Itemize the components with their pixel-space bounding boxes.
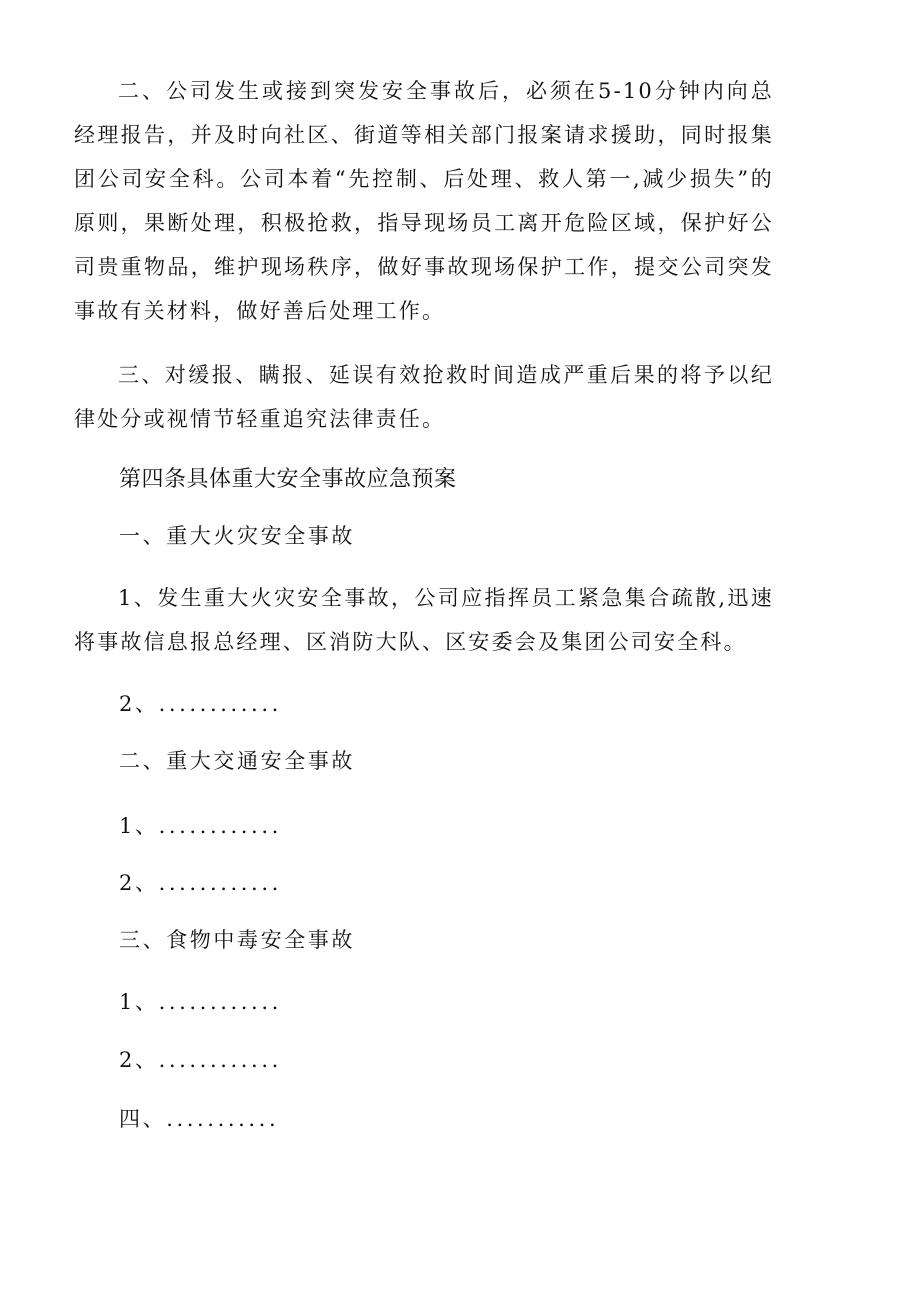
fire-accident-title: 一、重大火灾安全事故	[119, 524, 355, 548]
item-number: 四、	[119, 1107, 167, 1131]
ellipsis-placeholder: ............	[158, 814, 282, 838]
ellipsis-placeholder: ............	[158, 692, 282, 716]
section-four-line	[119, 1104, 279, 1134]
item-number: 2、	[119, 692, 159, 716]
ellipsis-placeholder: ............	[158, 990, 282, 1014]
food-poisoning-title: 三、食物中毒安全事故	[119, 928, 355, 952]
ellipsis-placeholder: ...........	[166, 1107, 280, 1131]
item-number: 1、	[119, 990, 159, 1014]
paragraph-report-procedure: 二、公司发生或接到突发安全事故后，必须在5-10分钟内向总经理报告，并及时向社区、街道等相关部门报案请求援助，同时报集团公司安全科。公司本着“先控制、后处理、救人第一,减少损失”的原则，果断处理，积极抢救，指导现场员工离开危险区域，保护好公司贵重物品，维护现场秩序，做好事故现场保护工作，提交公司突发事故有关材料，做好善后处理工作。	[74, 79, 774, 323]
ellipsis-placeholder: ............	[158, 871, 282, 895]
paragraph-discipline: 三、对缓报、瞒报、延误有效抢救时间造成严重后果的将予以纪律处分或视情节轻重追究法律责任。	[74, 363, 774, 431]
food-poisoning-item-1	[119, 987, 282, 1017]
food-poisoning-item-2	[119, 1045, 282, 1075]
fire-accident-item-1: 1、发生重大火灾安全事故，公司应指挥员工紧急集合疏散,迅速将事故信息报总经理、区消防大队、区安委会及集团公司安全科。	[74, 586, 774, 654]
article-four-heading: 第四条具体重大安全事故应急预案	[119, 467, 457, 492]
fire-accident-item-2	[119, 689, 282, 719]
traffic-accident-item-2	[119, 868, 282, 898]
ellipsis-placeholder: ............	[158, 1048, 282, 1072]
traffic-accident-title: 二、重大交通安全事故	[119, 749, 355, 773]
item-number: 1、	[119, 814, 159, 838]
item-number: 2、	[119, 871, 159, 895]
item-number: 2、	[119, 1048, 159, 1072]
traffic-accident-item-1	[119, 811, 282, 841]
